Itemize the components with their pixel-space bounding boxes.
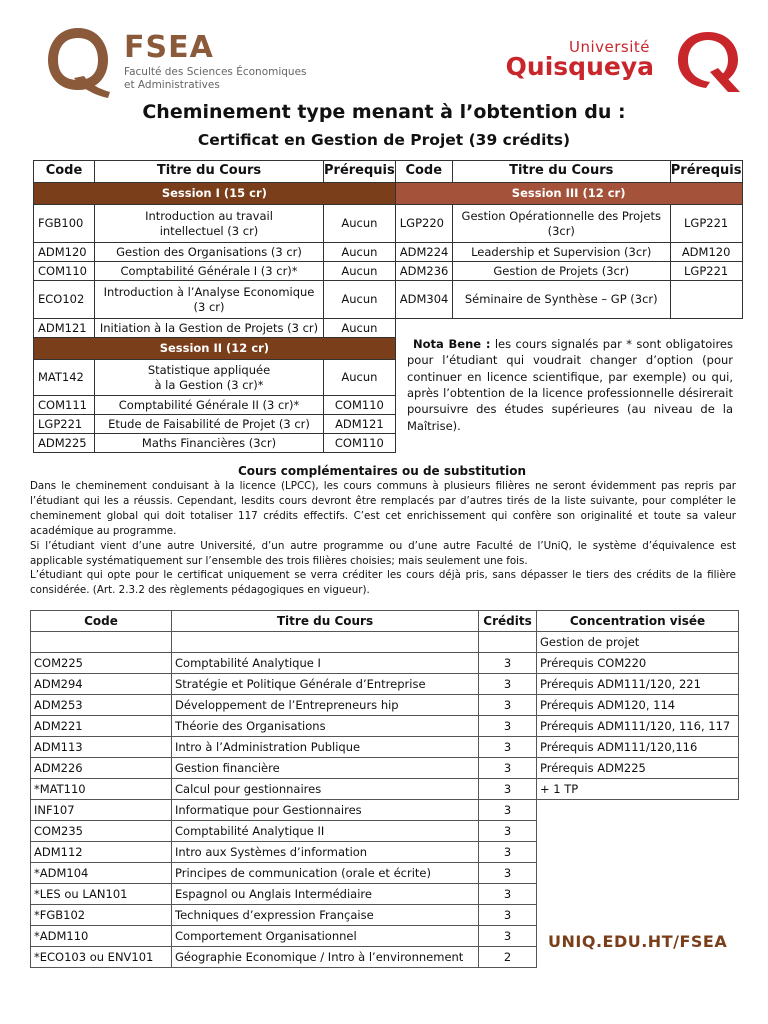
course-title: Introduction à l’Analyse Economique (3 cr) bbox=[95, 281, 324, 319]
table-row bbox=[34, 319, 743, 338]
course-code: *LES ou LAN101 bbox=[31, 884, 172, 905]
course-credits: 3 bbox=[479, 758, 537, 779]
table-row bbox=[31, 863, 739, 884]
course-code: MAT142 bbox=[34, 360, 95, 396]
page-subtitle: Certificat en Gestion de Projet (39 crédits) bbox=[197, 131, 571, 149]
table-row bbox=[34, 281, 743, 319]
session-2-header: Session II (12 cr) bbox=[34, 338, 396, 360]
course-title: Gestion de Projets (3cr) bbox=[452, 262, 670, 281]
course-code: ADM121 bbox=[34, 319, 95, 338]
course-code: ECO102 bbox=[34, 281, 95, 319]
course-concentration: Prérequis ADM111/120, 221 bbox=[537, 674, 739, 695]
course-code: LGP220 bbox=[395, 205, 452, 243]
course-code: ADM112 bbox=[31, 842, 172, 863]
course-credits: 3 bbox=[479, 863, 537, 884]
table-row bbox=[31, 653, 739, 674]
course-prereq bbox=[670, 281, 742, 319]
university-name: Quisqueya bbox=[505, 52, 654, 81]
course-prereq: Aucun bbox=[324, 243, 396, 262]
course-prereq: ADM120 bbox=[670, 243, 742, 262]
nota-bene-text: les cours signalés par * sont obligatoires pour l’étudiant qui voudrait changer d’option (pour continuer en licence scientifique, par exemple) ou qui, après l’obtention de la licence professionnelle désirerait poursuivre des études supérieures (au niveau de la Maîtrise). bbox=[407, 337, 733, 433]
course-title: Géographie Economique / Intro à l’environnement bbox=[172, 947, 479, 968]
course-concentration: Prérequis ADM225 bbox=[537, 758, 739, 779]
table-row bbox=[31, 695, 739, 716]
course-code bbox=[31, 632, 172, 653]
course-credits: 3 bbox=[479, 926, 537, 947]
session-1-header: Session I (15 cr) bbox=[34, 183, 396, 205]
table-row bbox=[31, 821, 739, 842]
course-title: Comptabilité Analytique I bbox=[172, 653, 479, 674]
course-title: Gestion des Organisations (3 cr) bbox=[95, 243, 324, 262]
course-concentration: Gestion de projet bbox=[537, 632, 739, 653]
course-concentration: Prérequis COM220 bbox=[537, 653, 739, 674]
table-row bbox=[31, 800, 739, 821]
course-title: Techniques d’expression Française bbox=[172, 905, 479, 926]
course-title: Comptabilité Analytique II bbox=[172, 821, 479, 842]
table-header-row bbox=[31, 611, 739, 632]
header-prereq: Prérequis bbox=[324, 161, 396, 183]
complementary-paragraph-1: Dans le cheminement conduisant à la licence (LPCC), les cours communs à plusieurs filières ne seront évidemment pas repris par l’étudiant qui les a réussis. Cependant, lesdits cours devront être remplacés par d’autres tirés de la liste suivante, pour compléter le cheminement global qui doit totaliser 117 crédits effectifs. C’est cet enrichissement qui confère son originalité et toute sa valeur académique au programme. bbox=[30, 480, 736, 537]
course-credits: 3 bbox=[479, 737, 537, 758]
course-title: Informatique pour Gestionnaires bbox=[172, 800, 479, 821]
session-3-header: Session III (12 cr) bbox=[395, 183, 742, 205]
course-credits: 3 bbox=[479, 674, 537, 695]
course-code: ADM304 bbox=[395, 281, 452, 319]
quisqueya-logo-icon bbox=[674, 30, 744, 92]
page-header bbox=[0, 0, 768, 100]
table-row bbox=[34, 243, 743, 262]
course-prereq: Aucun bbox=[324, 360, 396, 396]
header-title: Titre du Cours bbox=[172, 611, 479, 632]
course-credits: 3 bbox=[479, 821, 537, 842]
table-row bbox=[31, 674, 739, 695]
table-row bbox=[31, 737, 739, 758]
course-credits: 3 bbox=[479, 905, 537, 926]
nota-bene-label: Nota Bene : bbox=[413, 337, 491, 351]
course-title: Leadership et Supervision (3cr) bbox=[452, 243, 670, 262]
course-prereq: LGP221 bbox=[670, 205, 742, 243]
course-concentration: Prérequis ADM111/120,116 bbox=[537, 737, 739, 758]
header-title: Titre du Cours bbox=[95, 161, 324, 183]
course-credits: 3 bbox=[479, 800, 537, 821]
table-row bbox=[31, 632, 739, 653]
course-code: ADM294 bbox=[31, 674, 172, 695]
course-concentration: Prérequis ADM111/120, 116, 117 bbox=[537, 716, 739, 737]
course-code: COM225 bbox=[31, 653, 172, 674]
course-code: *ADM110 bbox=[31, 926, 172, 947]
course-concentration: + 1 TP bbox=[537, 779, 739, 800]
complementary-paragraph-3: L’étudiant qui opte pour le certificat uniquement se verra créditer les cours déjà pris, sans dépasser le tiers des crédits de la filière considérée. (Art. 2.3.2 des règlements pédagogiques en vigueur). bbox=[30, 569, 736, 596]
course-code: LGP221 bbox=[34, 415, 95, 434]
course-code: ADM221 bbox=[31, 716, 172, 737]
course-code: ADM253 bbox=[31, 695, 172, 716]
course-code: INF107 bbox=[31, 800, 172, 821]
course-prereq: Aucun bbox=[324, 205, 396, 243]
course-code: ADM225 bbox=[34, 434, 95, 453]
fsea-subtitle-line2: et Administratives bbox=[124, 79, 220, 91]
course-title: Intro à l’Administration Publique bbox=[172, 737, 479, 758]
course-prereq: ADM121 bbox=[324, 415, 396, 434]
fsea-subtitle-line1: Faculté des Sciences Économiques bbox=[124, 66, 307, 78]
website-url: UNIQ.EDU.HT/FSEA bbox=[548, 932, 728, 951]
table-row bbox=[31, 716, 739, 737]
course-code: ADM226 bbox=[31, 758, 172, 779]
fsea-logo-icon bbox=[44, 22, 112, 102]
header-title: Titre du Cours bbox=[452, 161, 670, 183]
complementary-title: Cours complémentaires ou de substitution bbox=[237, 464, 527, 478]
header-code: Code bbox=[395, 161, 452, 183]
course-code: *ECO103 ou ENV101 bbox=[31, 947, 172, 968]
course-code: *MAT110 bbox=[31, 779, 172, 800]
university-label: Université bbox=[568, 38, 650, 56]
course-title: Initiation à la Gestion de Projets (3 cr) bbox=[95, 319, 324, 338]
course-credits: 3 bbox=[479, 779, 537, 800]
course-title: Etude de Faisabilité de Projet (3 cr) bbox=[95, 415, 324, 434]
course-title: Principes de communication (orale et écrite) bbox=[172, 863, 479, 884]
course-prereq: COM110 bbox=[324, 396, 396, 415]
table-header-row bbox=[34, 161, 743, 183]
course-code: COM111 bbox=[34, 396, 95, 415]
table-row bbox=[34, 205, 743, 243]
course-credits: 3 bbox=[479, 695, 537, 716]
course-title: Statistique appliquée à la Gestion (3 cr)* bbox=[95, 360, 324, 396]
course-code: ADM224 bbox=[395, 243, 452, 262]
course-title: Introduction au travail intellectuel (3 cr) bbox=[95, 205, 324, 243]
course-title: Développement de l’Entrepreneurs hip bbox=[172, 695, 479, 716]
course-prereq: LGP221 bbox=[670, 262, 742, 281]
complementary-paragraph-2: Si l’étudiant vient d’une autre Université, d’un autre programme ou d’une autre Faculté de l’UniQ, le système d’équivalence est applicable systématiquement sur l’ensemble des trois filières choisies; mais seulement une fois. bbox=[30, 540, 736, 567]
course-title: Espagnol ou Anglais Intermédiaire bbox=[172, 884, 479, 905]
table-row bbox=[31, 884, 739, 905]
course-prereq: COM110 bbox=[324, 434, 396, 453]
course-code: ADM236 bbox=[395, 262, 452, 281]
course-title: Comportement Organisationnel bbox=[172, 926, 479, 947]
course-prereq: Aucun bbox=[324, 281, 396, 319]
course-concentration: Prérequis ADM120, 114 bbox=[537, 695, 739, 716]
table-row bbox=[31, 905, 739, 926]
table-row bbox=[31, 779, 739, 800]
course-code: ADM120 bbox=[34, 243, 95, 262]
course-title: Intro aux Systèmes d’information bbox=[172, 842, 479, 863]
course-credits: 3 bbox=[479, 716, 537, 737]
complementary-courses-table bbox=[30, 610, 739, 968]
course-credits: 3 bbox=[479, 884, 537, 905]
course-title bbox=[172, 632, 479, 653]
course-title: Maths Financières (3cr) bbox=[95, 434, 324, 453]
course-credits bbox=[479, 632, 537, 653]
course-code: ADM113 bbox=[31, 737, 172, 758]
course-title: Gestion financière bbox=[172, 758, 479, 779]
nota-bene bbox=[407, 336, 733, 434]
course-prereq: Aucun bbox=[324, 262, 396, 281]
table-row bbox=[31, 758, 739, 779]
header-code: Code bbox=[31, 611, 172, 632]
course-code: *FGB102 bbox=[31, 905, 172, 926]
course-credits: 3 bbox=[479, 842, 537, 863]
header-code: Code bbox=[34, 161, 95, 183]
course-title: Séminaire de Synthèse – GP (3cr) bbox=[452, 281, 670, 319]
course-code: COM235 bbox=[31, 821, 172, 842]
course-title: Gestion Opérationnelle des Projets (3cr) bbox=[452, 205, 670, 243]
table-row bbox=[31, 842, 739, 863]
course-code: FGB100 bbox=[34, 205, 95, 243]
course-title: Théorie des Organisations bbox=[172, 716, 479, 737]
page-title: Cheminement type menant à l’obtention du : bbox=[142, 101, 626, 123]
fsea-name: FSEA bbox=[124, 30, 214, 65]
course-title: Stratégie et Politique Générale d’Entreprise bbox=[172, 674, 479, 695]
course-prereq: Aucun bbox=[324, 319, 396, 338]
course-title: Comptabilité Générale II (3 cr)* bbox=[95, 396, 324, 415]
header-credits: Crédits bbox=[479, 611, 537, 632]
course-title: Comptabilité Générale I (3 cr)* bbox=[95, 262, 324, 281]
course-credits: 3 bbox=[479, 653, 537, 674]
course-credits: 2 bbox=[479, 947, 537, 968]
course-code: COM110 bbox=[34, 262, 95, 281]
course-code: *ADM104 bbox=[31, 863, 172, 884]
header-concentration: Concentration visée bbox=[537, 611, 739, 632]
table-row bbox=[34, 262, 743, 281]
course-title: Calcul pour gestionnaires bbox=[172, 779, 479, 800]
header-prereq: Prérequis bbox=[670, 161, 742, 183]
